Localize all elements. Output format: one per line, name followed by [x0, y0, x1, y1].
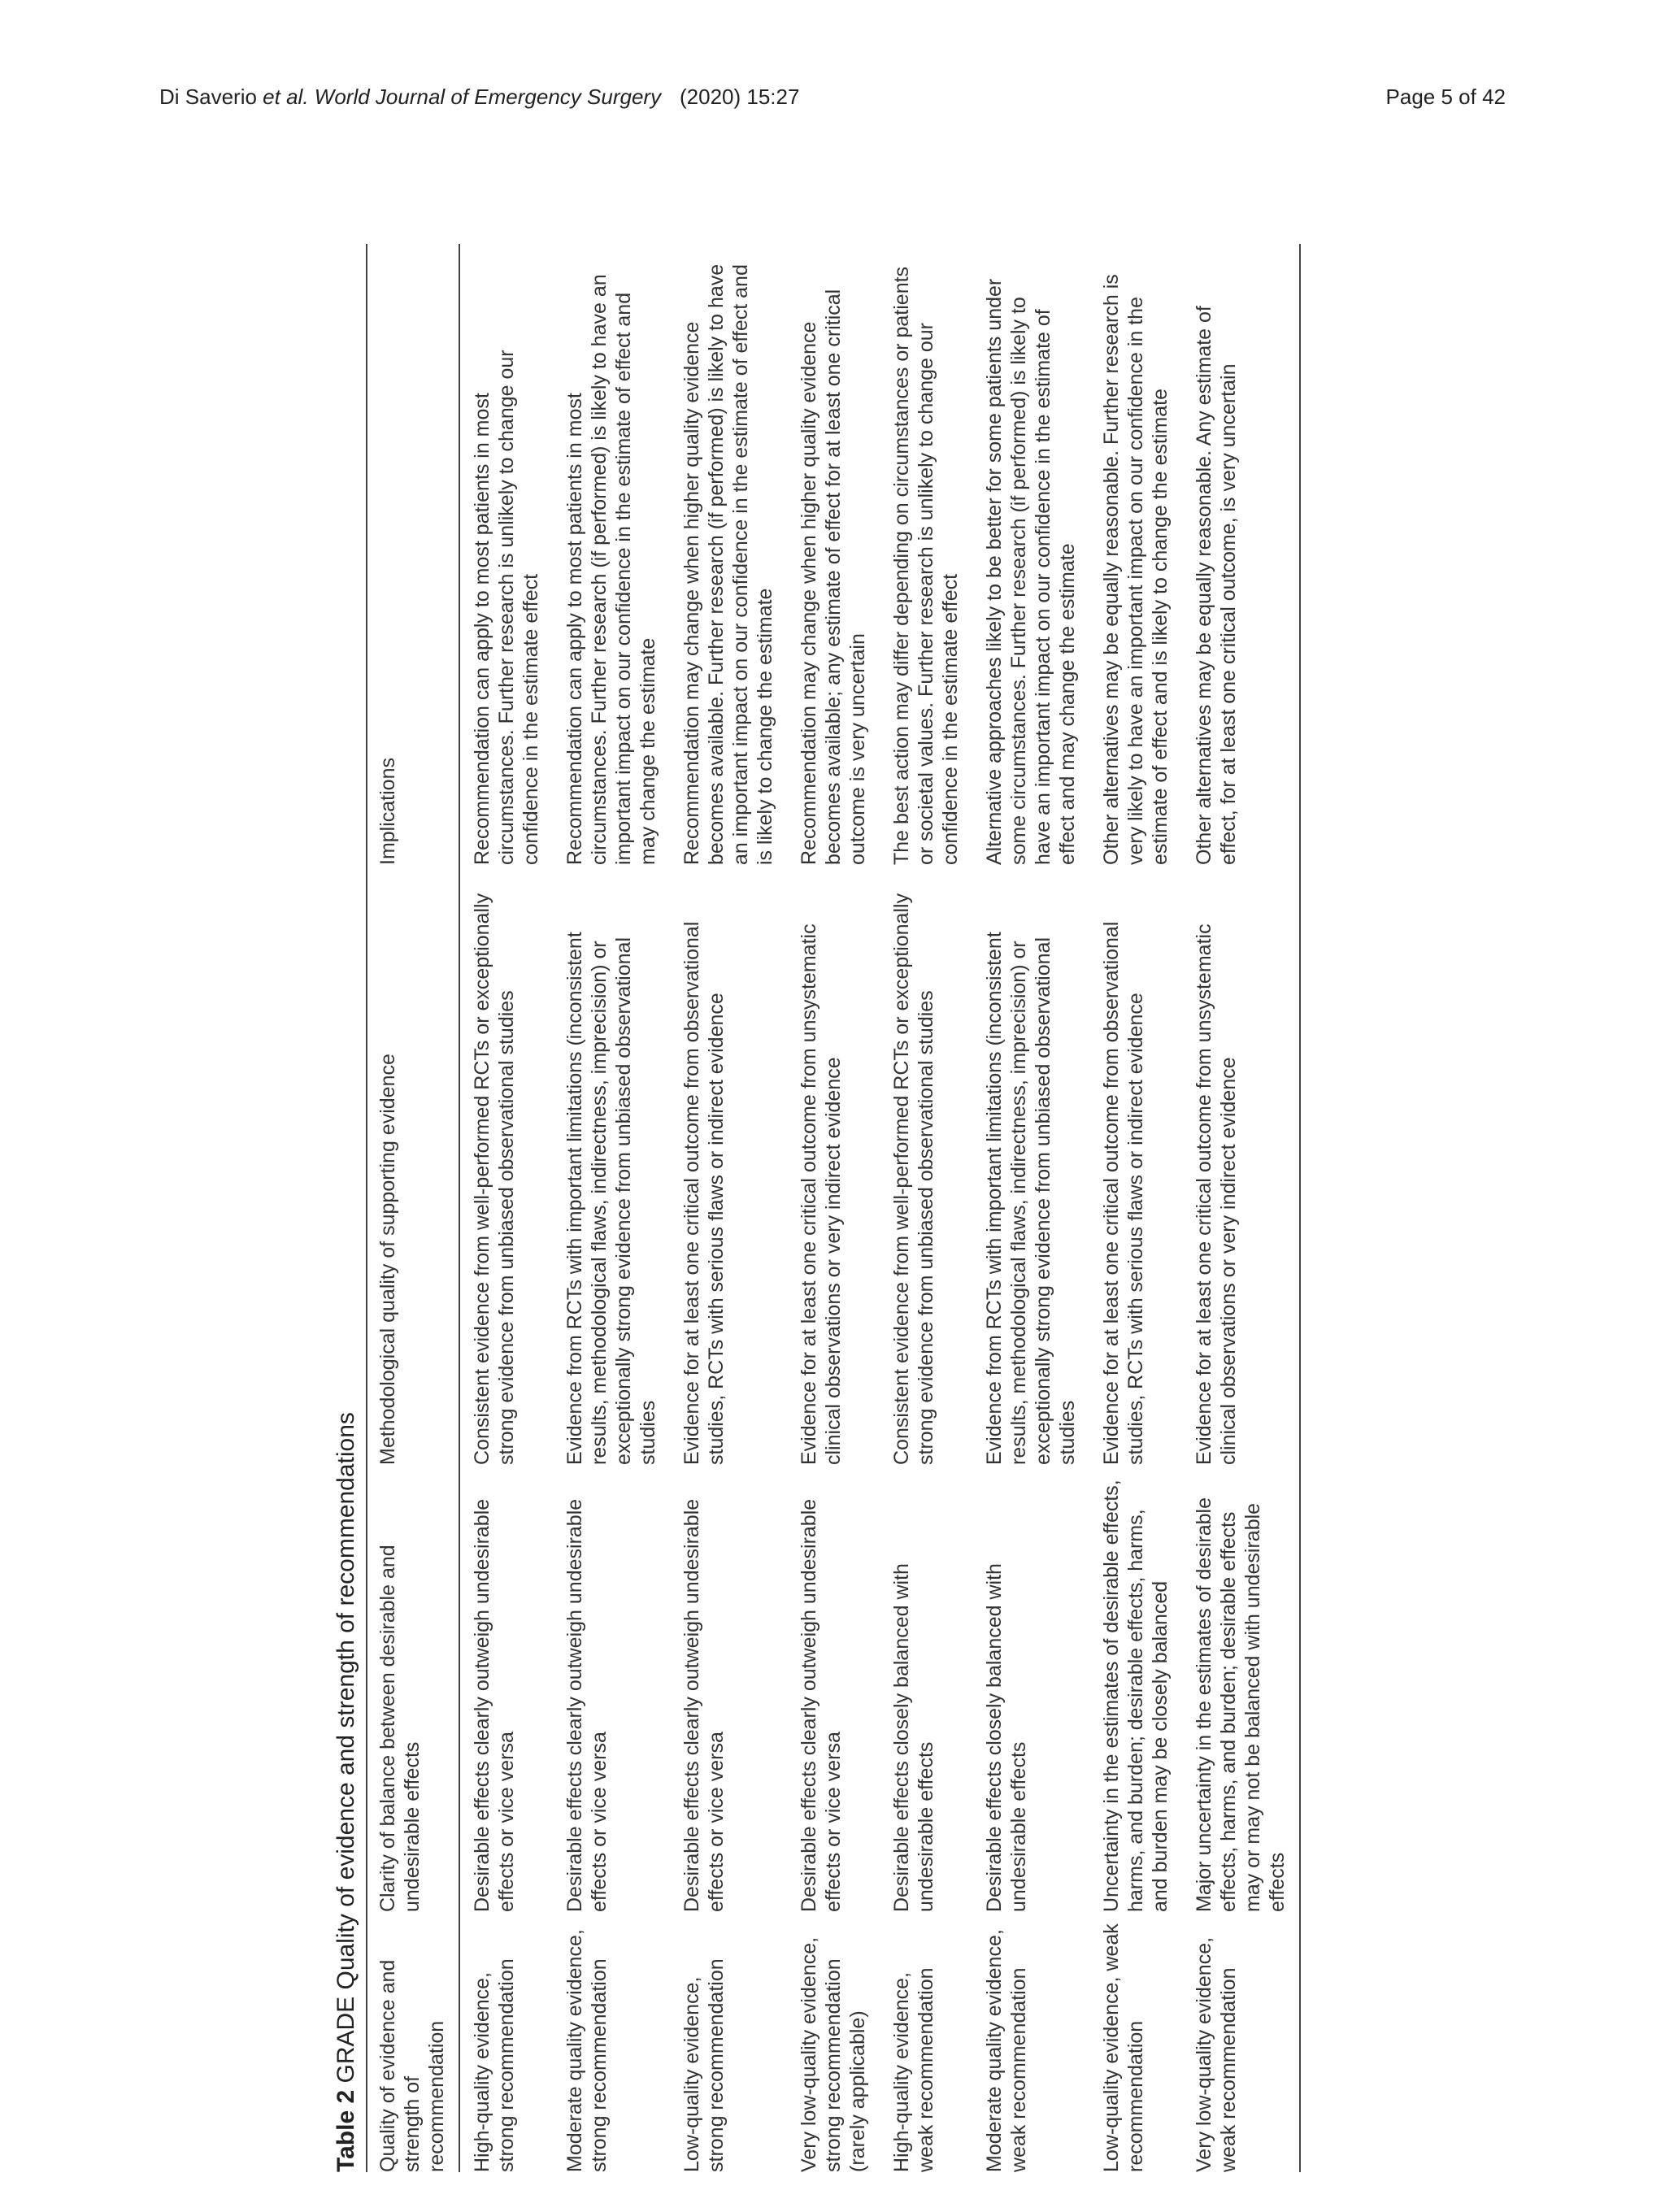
table-header-row: [367, 244, 459, 2172]
table-row: [880, 244, 972, 2172]
table-title: GRADE Quality of evidence and strength of recommendations: [333, 1412, 359, 2084]
table-cell: Evidence from RCTs with important limitations (inconsistent results, methodological flaws, indirectness, imprecision) or exceptionally strong evidence from unbiased observational studies: [563, 932, 659, 1465]
table-cell: Alternative approaches likely to be better for some patients under some circumstances. Further research (if performed) is likely to have an important impact on our confidence in the estimate of effect and may change the estimate: [983, 278, 1079, 865]
table-cell: Recommendation may change when higher quality evidence becomes available; any estimate of effect for at least one critical outcome is very uncertain: [798, 289, 869, 865]
table-row: [459, 244, 553, 2172]
table-cell: Low-quality evidence, weak recommendation: [1100, 1923, 1147, 2172]
table-cell: Other alternatives may be equally reasonable. Further research is very likely to have an important impact on our confidence in the estimate of effect and is likely to change the estimate: [1100, 274, 1172, 865]
volume-info: (2020) 15:27: [680, 85, 800, 109]
column-header: Quality of evidence and strength of recommendation: [376, 1959, 448, 2172]
table-cell: Evidence for at least one critical outcome from observational studies, RCTs with serious flaws or indirect evidence: [680, 921, 728, 1465]
table-cell: Other alternatives may be equally reasonable. Any estimate of effect, for at least one critical outcome, is very uncertain: [1193, 306, 1240, 865]
column-header: Clarity of balance between desirable and undesirable effects: [376, 1545, 424, 1912]
page-number: Page 5 of 42: [1385, 85, 1506, 109]
et-al: et al.: [263, 85, 309, 109]
authors: Di Saverio: [159, 85, 257, 109]
table-cell: Recommendation can apply to most patients in most circumstances. Further research (if performed) is likely to have an important impact on our confidence in the estimate of effect and may change the estimate: [563, 274, 659, 865]
table-cell: Low-quality evidence, strong recommendation: [680, 1958, 728, 2172]
table-cell: Consistent evidence from well-performed RCTs or exceptionally strong evidence from unbiased observational studies: [471, 893, 518, 1465]
table-label: Table 2: [333, 2089, 359, 2172]
table-cell: Very low-quality evidence, weak recommendation: [1193, 1936, 1240, 2172]
table-cell: Consistent evidence from well-performed RCTs or exceptionally strong evidence from unbiased observational studies: [890, 893, 937, 1465]
table-cell: High-quality evidence, weak recommendation: [890, 1967, 937, 2172]
table-cell: Desirable effects clearly outweigh undesirable effects or vice versa: [563, 1498, 611, 1912]
column-header: Methodological quality of supporting evidence: [376, 1054, 399, 1465]
table-row: [1182, 244, 1300, 2172]
table-row: [1089, 244, 1182, 2172]
table-cell: Moderate quality evidence, weak recommendation: [983, 1929, 1030, 2172]
table-cell: Evidence from RCTs with important limitations (inconsistent results, methodological flaws, indirectness, imprecision) or exceptionally strong evidence from unbiased observational studies: [983, 932, 1079, 1465]
table-cell: Moderate quality evidence, strong recommendation: [563, 1929, 611, 2172]
table-caption: [330, 244, 366, 2172]
table-row: [670, 244, 787, 2172]
table-cell: Very low-quality evidence, strong recommendation (rarely applicable): [798, 1936, 869, 2172]
grade-table: [366, 244, 1301, 2172]
table-cell: Desirable effects clearly outweigh undesirable effects or vice versa: [471, 1498, 518, 1912]
journal-name: World Journal of Emergency Surgery: [314, 85, 662, 109]
table-cell: The best action may differ depending on circumstances or patients or societal values. Further research is unlikely to change our confidence in the estimate effect: [890, 266, 962, 865]
table-cell: Uncertainty in the estimates of desirable effects, harms, and burden; desirable effects, harms, and burden may be closely balanced: [1100, 1480, 1172, 1912]
table-cell: Evidence for at least one critical outcome from observational studies, RCTs with serious flaws or indirect evidence: [1100, 921, 1147, 1465]
column-header: Implications: [376, 758, 399, 865]
table-row: [787, 244, 880, 2172]
table-cell: Recommendation may change when higher quality evidence becomes available. Further research (if performed) is likely to have an important impact on our confidence in the estimate of effect and is likely to change the estimate: [680, 263, 776, 865]
table-cell: Evidence for at least one critical outcome from unsystematic clinical observations or very indirect evidence: [798, 923, 845, 1465]
table-cell: Recommendation can apply to most patients in most circumstances. Further research is unlikely to change our confidence in the estimate effect: [471, 350, 542, 865]
table-row: [972, 244, 1089, 2172]
table-cell: Desirable effects clearly outweigh undesirable effects or vice versa: [680, 1498, 728, 1912]
table-cell: High-quality evidence, strong recommendation: [471, 1958, 518, 2172]
rotated-table-block: [330, 244, 1354, 2172]
citation: [159, 85, 661, 110]
table-row: [553, 244, 670, 2172]
table-cell: Desirable effects closely balanced with undesirable effects: [983, 1563, 1030, 1912]
table-cell: Major uncertainty in the estimates of desirable effects, harms, and burden; desirable effects may or may not be balanced with undesirable effects: [1193, 1497, 1289, 1912]
table-cell: Evidence for at least one critical outcome from unsystematic clinical observations or very indirect evidence: [1193, 923, 1240, 1465]
page-header: [159, 85, 1506, 117]
table-cell: Desirable effects closely balanced with undesirable effects: [890, 1563, 937, 1912]
table-cell: Desirable effects clearly outweigh undesirable effects or vice versa: [798, 1498, 845, 1912]
